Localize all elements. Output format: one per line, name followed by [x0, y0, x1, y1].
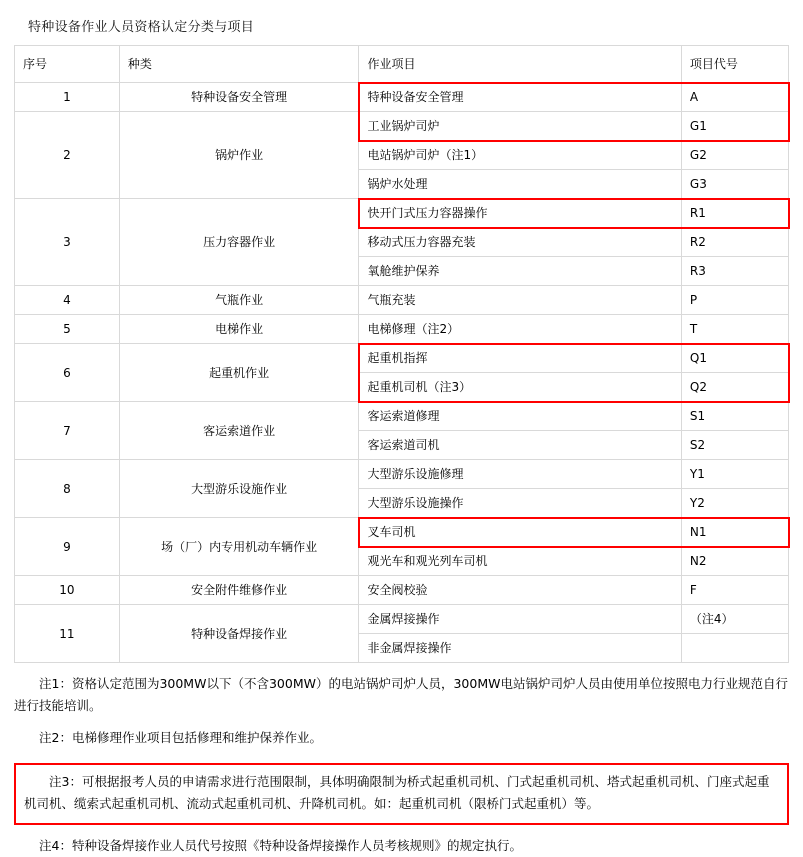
note-1: 注1：资格认定范围为300MW以下（不含300MW）的电站锅炉司炉人员，300MW电站锅炉司炉人员由使用单位按照电力行业规范自行进行技能培训。 [14, 676, 788, 713]
cell-code: G2 [681, 141, 788, 170]
cell-code: （注4） [681, 605, 788, 634]
column-header-item: 作业项目 [359, 46, 681, 83]
cell-code: T [681, 315, 788, 344]
table-row [15, 518, 789, 547]
cell-code: R2 [681, 228, 788, 257]
cell-item: 锅炉水处理 [359, 170, 681, 199]
cell-item: 非金属焊接操作 [359, 634, 681, 663]
cell-code: S1 [681, 402, 788, 431]
cell-no: 8 [15, 460, 120, 518]
cell-item: 起重机指挥 [359, 344, 681, 373]
cell-code: S2 [681, 431, 788, 460]
table-header [15, 46, 789, 83]
table-header-row [15, 46, 789, 83]
cell-kind: 特种设备安全管理 [119, 83, 359, 112]
cell-code: P [681, 286, 788, 315]
page-title: 特种设备作业人员资格认定分类与项目 [28, 20, 255, 35]
cell-code: R3 [681, 257, 788, 286]
cell-item: 观光车和观光列车司机 [359, 547, 681, 576]
cell-kind: 压力容器作业 [119, 199, 359, 286]
cell-item: 电梯修理（注2） [359, 315, 681, 344]
cell-no: 2 [15, 112, 120, 199]
cell-code: Y2 [681, 489, 788, 518]
cell-kind: 气瓶作业 [119, 286, 359, 315]
table-row [15, 344, 789, 373]
cell-no: 9 [15, 518, 120, 576]
cell-code: Y1 [681, 460, 788, 489]
cell-item: 叉车司机 [359, 518, 681, 547]
column-header-kind: 种类 [119, 46, 359, 83]
cell-item: 起重机司机（注3） [359, 373, 681, 402]
cell-code: G1 [681, 112, 788, 141]
cell-code: N2 [681, 547, 788, 576]
cell-kind: 场（厂）内专用机动车辆作业 [119, 518, 359, 576]
cell-item: 大型游乐设施修理 [359, 460, 681, 489]
cell-kind: 锅炉作业 [119, 112, 359, 199]
cell-no: 3 [15, 199, 120, 286]
table-row [15, 83, 789, 112]
cell-item: 快开门式压力容器操作 [359, 199, 681, 228]
cell-item: 气瓶充装 [359, 286, 681, 315]
cell-item: 特种设备安全管理 [359, 83, 681, 112]
cell-code: G3 [681, 170, 788, 199]
table-row [15, 402, 789, 431]
cell-code: A [681, 83, 788, 112]
cell-item: 大型游乐设施操作 [359, 489, 681, 518]
cell-no: 6 [15, 344, 120, 402]
cell-no: 5 [15, 315, 120, 344]
column-header-no: 序号 [15, 46, 120, 83]
cell-kind: 特种设备焊接作业 [119, 605, 359, 663]
cell-kind: 安全附件维修作业 [119, 576, 359, 605]
cell-kind: 起重机作业 [119, 344, 359, 402]
table-body [15, 83, 789, 663]
note-4: 注4：特种设备焊接作业人员代号按照《特种设备焊接操作人员考核规则》的规定执行。 [39, 837, 522, 853]
cell-kind: 电梯作业 [119, 315, 359, 344]
cell-no: 10 [15, 576, 120, 605]
cell-item: 金属焊接操作 [359, 605, 681, 634]
cell-no: 11 [15, 605, 120, 663]
notes-section [14, 673, 789, 857]
cell-code: Q1 [681, 344, 788, 373]
cell-item: 客运索道司机 [359, 431, 681, 460]
cell-code: F [681, 576, 788, 605]
cell-item: 电站锅炉司炉（注1） [359, 141, 681, 170]
cell-no: 1 [15, 83, 120, 112]
cell-item: 工业锅炉司炉 [359, 112, 681, 141]
cell-code: N1 [681, 518, 788, 547]
cell-item: 氧舱维护保养 [359, 257, 681, 286]
qualification-table [14, 45, 789, 663]
cell-kind: 客运索道作业 [119, 402, 359, 460]
cell-item: 移动式压力容器充装 [359, 228, 681, 257]
cell-no: 7 [15, 402, 120, 460]
cell-kind: 大型游乐设施作业 [119, 460, 359, 518]
cell-item: 客运索道修理 [359, 402, 681, 431]
cell-code [681, 634, 788, 663]
note-2: 注2：电梯修理作业项目包括修理和维护保养作业。 [39, 729, 322, 745]
cell-no: 4 [15, 286, 120, 315]
table-row [15, 112, 789, 141]
table-row [15, 199, 789, 228]
cell-code: Q2 [681, 373, 788, 402]
cell-code: R1 [681, 199, 788, 228]
column-header-code: 项目代号 [681, 46, 788, 83]
cell-item: 安全阀校验 [359, 576, 681, 605]
note-3 [14, 763, 789, 825]
table-row [15, 576, 789, 605]
table-row [15, 315, 789, 344]
table-row [15, 460, 789, 489]
note-3-text: 注3：可根据报考人员的申请需求进行范围限制，具体明确限制为桥式起重机司机、门式起重机司机、塔式起重机司机、门座式起重机司机、缆索式起重机司机、流动式起重机司机、升降机司机。如：起重机司机（限桥门式起重机）等。 [24, 773, 770, 812]
table-row [15, 286, 789, 315]
table-row [15, 605, 789, 634]
